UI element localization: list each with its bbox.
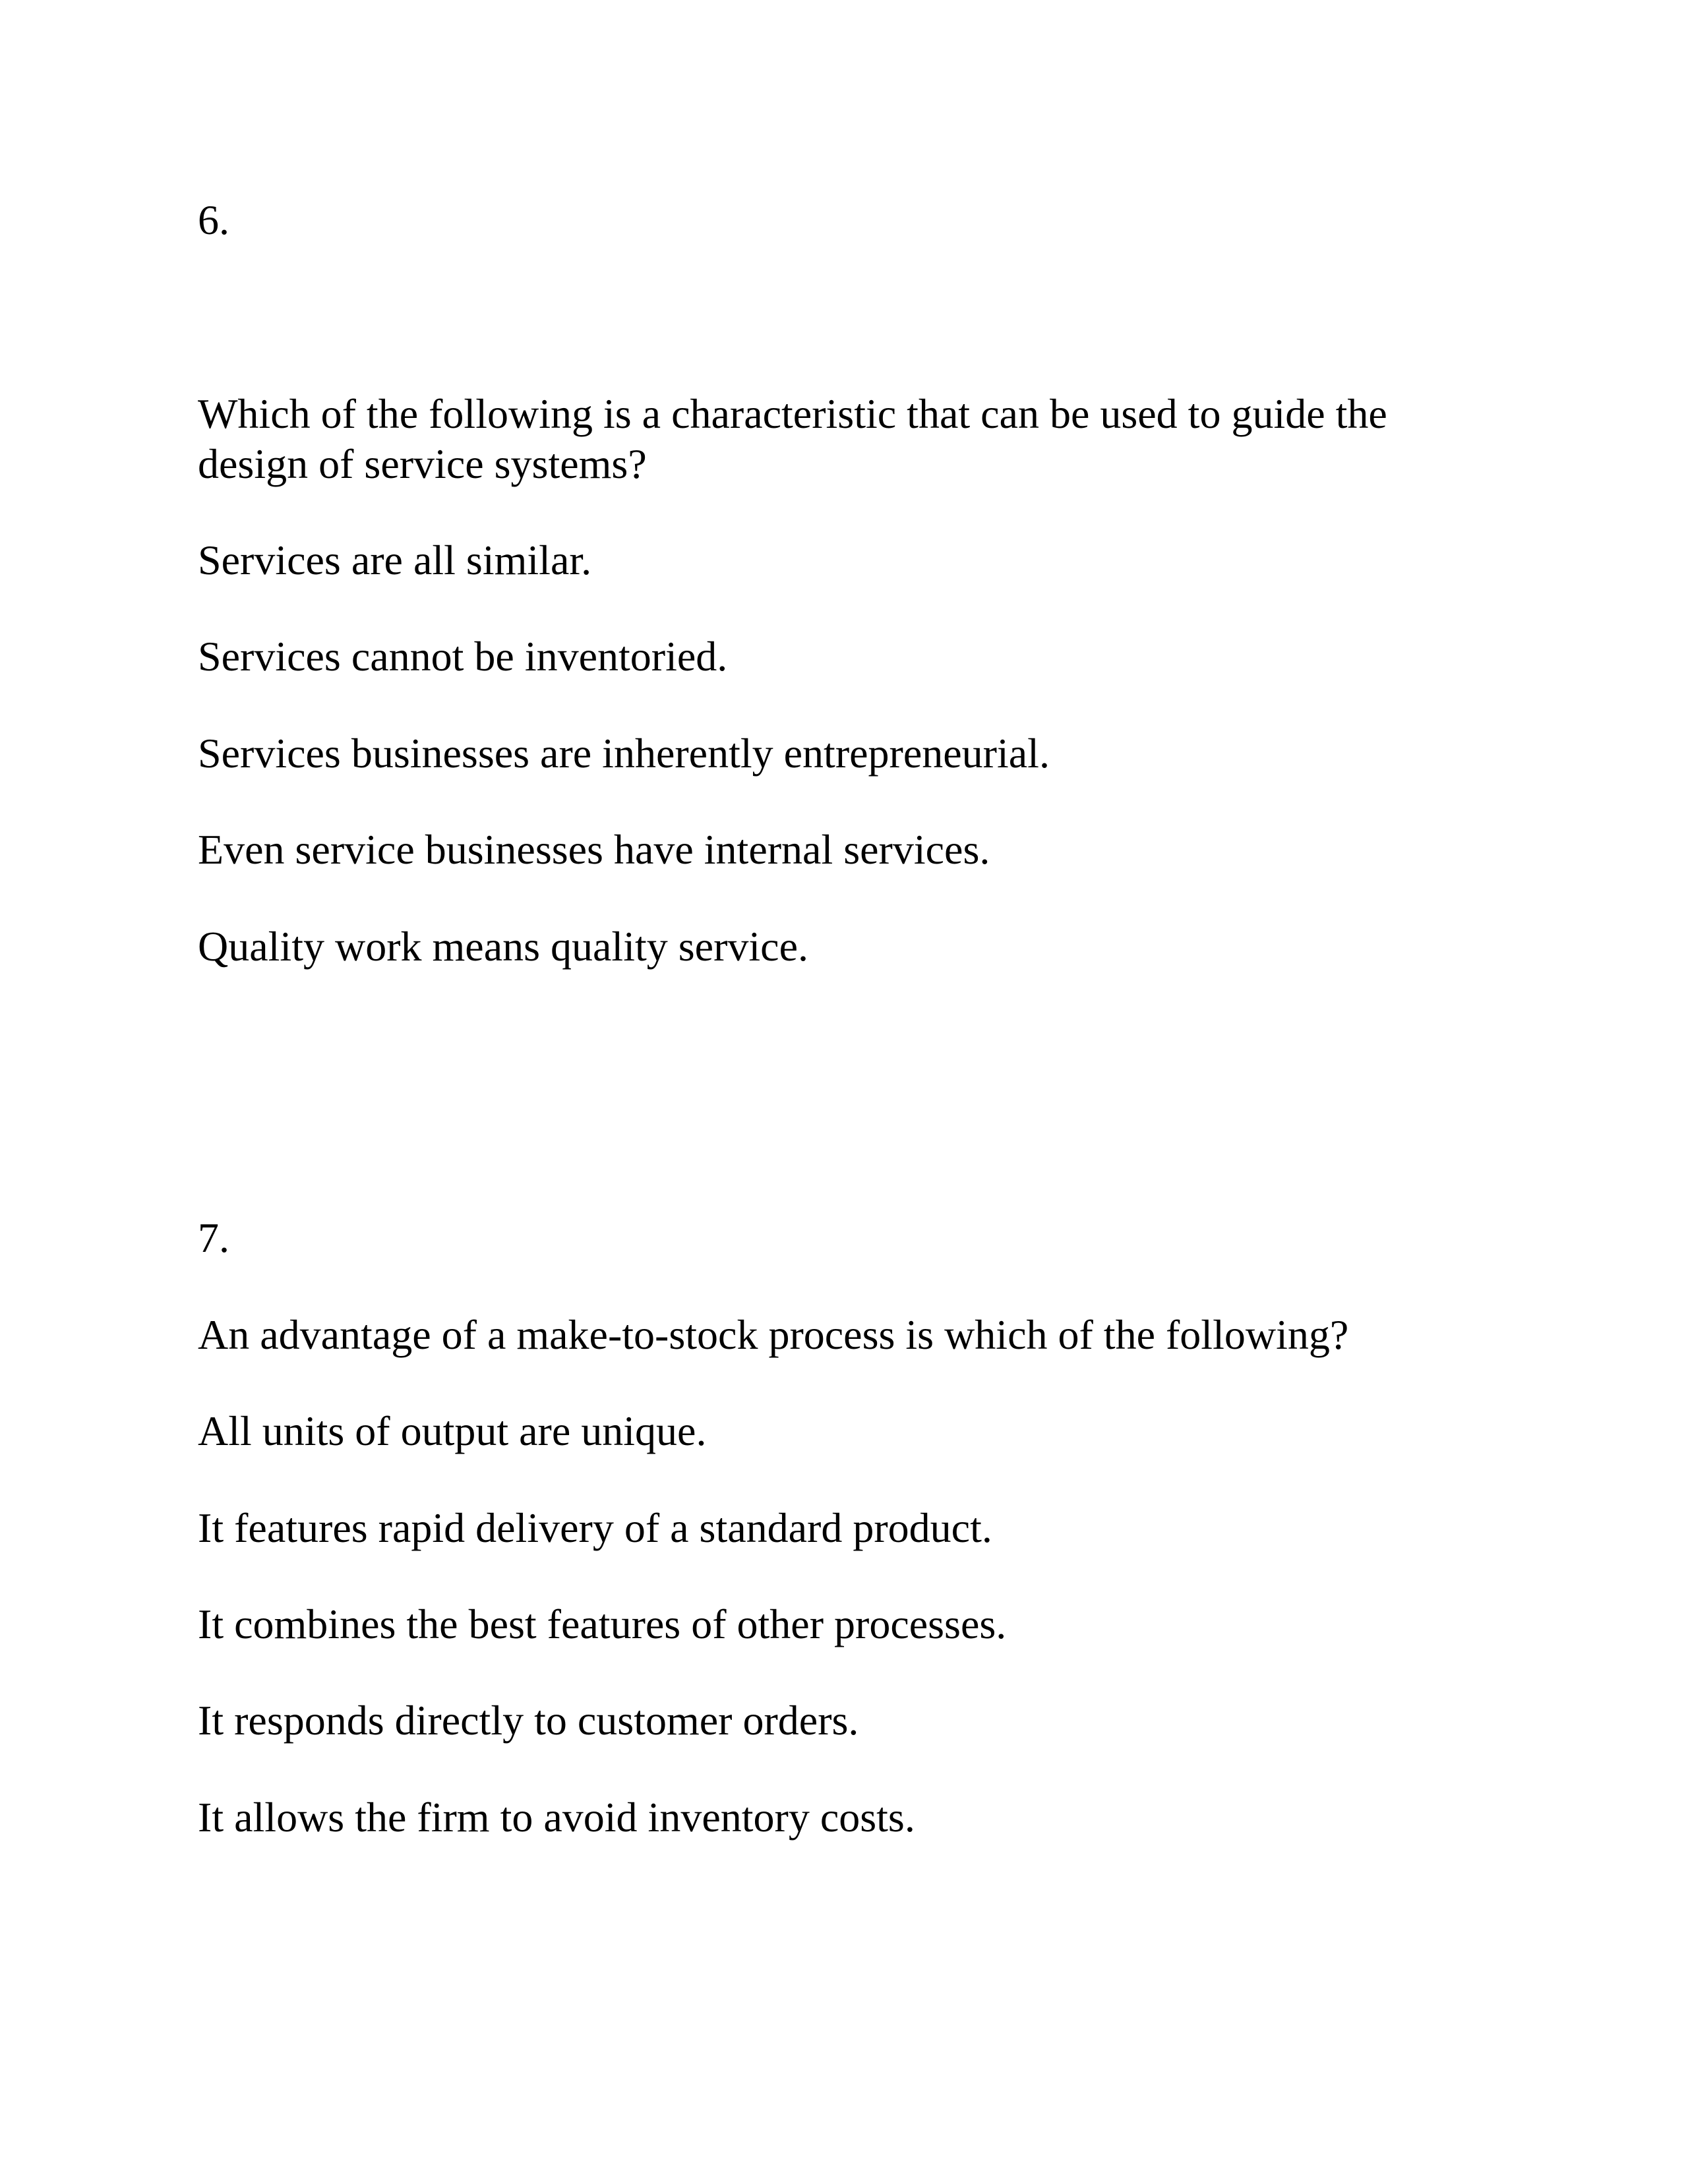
answer-option-d: It responds directly to customer orders. — [198, 1697, 859, 1744]
question-prompt: An advantage of a make-to-stock process is which of the following? — [198, 1311, 1349, 1358]
question-number: 7. — [198, 1214, 229, 1261]
question-number: 6. — [198, 196, 229, 243]
answer-option-a: Services are all similar. — [198, 537, 592, 583]
answer-option-d: Even service businesses have internal services. — [198, 826, 990, 873]
answer-option-c: Services businesses are inherently entrepreneurial. — [198, 730, 1050, 777]
answer-option-b: Services cannot be inventoried. — [198, 633, 728, 680]
answer-option-e: It allows the firm to avoid inventory costs. — [198, 1794, 915, 1841]
answer-option-a: All units of output are unique. — [198, 1407, 707, 1454]
answer-option-b: It features rapid delivery of a standard product. — [198, 1504, 992, 1551]
question-prompt: Which of the following is a characteristic that can be used to guide the design of service systems? — [198, 390, 1387, 487]
answer-option-c: It combines the best features of other processes. — [198, 1601, 1007, 1647]
answer-option-e: Quality work means quality service. — [198, 923, 808, 970]
